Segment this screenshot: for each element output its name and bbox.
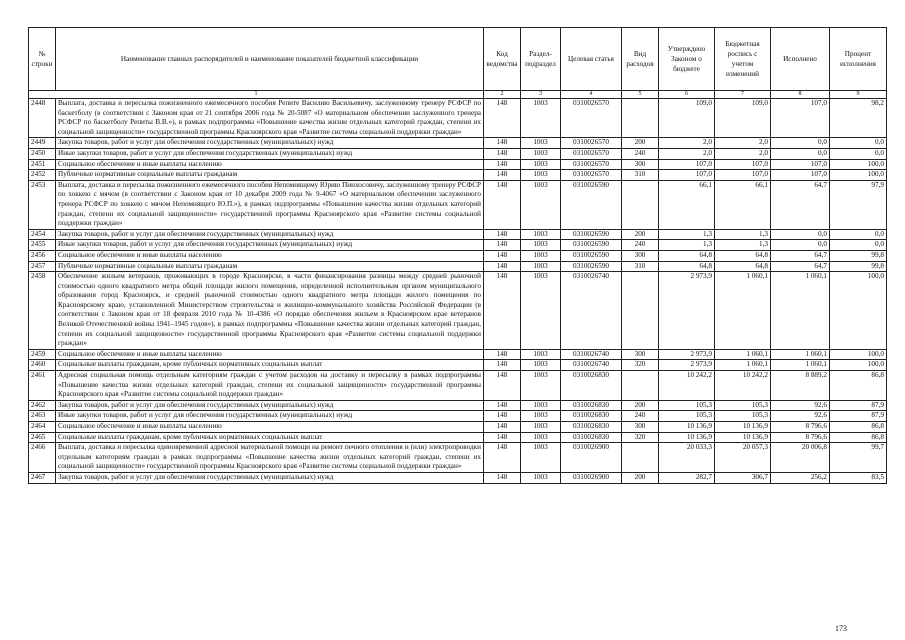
row-number: 2454: [29, 229, 56, 240]
row-number: 2459: [29, 349, 56, 360]
expense-type: 200: [622, 229, 659, 240]
section-code: 1003: [521, 250, 561, 261]
approved-amount: 64,8: [659, 250, 715, 261]
row-name: Закупка товаров, работ и услуг для обеспечения государственных (муниципальных) нужд: [56, 138, 484, 149]
executed-amount: 64,7: [771, 261, 830, 272]
target-article: 0310026830: [561, 371, 622, 401]
executed-amount: 1 060,1: [771, 349, 830, 360]
budget-schedule-amount: 10 136,9: [715, 422, 771, 433]
table-row: [29, 99, 887, 138]
expense-type: [622, 180, 659, 229]
target-article: 0310026830: [561, 400, 622, 411]
row-name: Публичные нормативные социальные выплаты гражданам: [56, 170, 484, 181]
column-number: 6: [659, 91, 715, 99]
column-header: Бюджетная роспись с учетом изменений: [715, 28, 771, 91]
execution-percent: 87,9: [830, 411, 887, 422]
executed-amount: 1 060,1: [771, 360, 830, 371]
section-code: 1003: [521, 400, 561, 411]
approved-amount: 105,3: [659, 411, 715, 422]
target-article: 0310026830: [561, 432, 622, 443]
table-row: [29, 261, 887, 272]
table-row: [29, 400, 887, 411]
section-code: 1003: [521, 159, 561, 170]
execution-percent: 0,0: [830, 148, 887, 159]
column-number: 5: [622, 91, 659, 99]
executed-amount: 8 889,2: [771, 371, 830, 401]
section-code: 1003: [521, 360, 561, 371]
column-number: 7: [715, 91, 771, 99]
budget-schedule-amount: 107,0: [715, 170, 771, 181]
agency-code: 148: [484, 99, 521, 138]
execution-percent: 100,0: [830, 170, 887, 181]
budget-schedule-amount: 1 060,1: [715, 272, 771, 350]
target-article: 0310026590: [561, 250, 622, 261]
table-row: [29, 371, 887, 401]
expense-type: [622, 443, 659, 473]
agency-code: 148: [484, 170, 521, 181]
section-code: 1003: [521, 170, 561, 181]
column-header: Целевая статья: [561, 28, 622, 91]
table-row: [29, 240, 887, 251]
target-article: 0310026830: [561, 411, 622, 422]
agency-code: 148: [484, 472, 521, 483]
executed-amount: 92,6: [771, 400, 830, 411]
column-header: Вид расходов: [622, 28, 659, 91]
approved-amount: 107,0: [659, 170, 715, 181]
expense-type: 200: [622, 400, 659, 411]
row-number: 2464: [29, 422, 56, 433]
target-article: 0310026570: [561, 99, 622, 138]
agency-code: 148: [484, 422, 521, 433]
expense-type: 300: [622, 250, 659, 261]
row-name: Закупка товаров, работ и услуг для обеспечения государственных (муниципальных) нужд: [56, 229, 484, 240]
execution-percent: 0,0: [830, 240, 887, 251]
approved-amount: 282,7: [659, 472, 715, 483]
execution-percent: 100,0: [830, 159, 887, 170]
budget-schedule-amount: 1,3: [715, 229, 771, 240]
executed-amount: 0,0: [771, 240, 830, 251]
agency-code: 148: [484, 148, 521, 159]
row-name: Социальное обеспечение и иные выплаты населению: [56, 422, 484, 433]
expense-type: [622, 272, 659, 350]
budget-schedule-amount: 2,0: [715, 138, 771, 149]
expense-type: 240: [622, 148, 659, 159]
row-name: Социальное обеспечение и иные выплаты населению: [56, 250, 484, 261]
agency-code: 148: [484, 411, 521, 422]
budget-schedule-amount: 109,0: [715, 99, 771, 138]
agency-code: 148: [484, 250, 521, 261]
target-article: 0310026900: [561, 443, 622, 473]
execution-percent: 87,9: [830, 400, 887, 411]
expense-type: [622, 371, 659, 401]
table-row: [29, 443, 887, 473]
row-name: Иные закупки товаров, работ и услуг для обеспечения государственных (муниципальных) нужд: [56, 240, 484, 251]
table-row: [29, 349, 887, 360]
row-name: Закупка товаров, работ и услуг для обеспечения государственных (муниципальных) нужд: [56, 400, 484, 411]
column-header: Процент исполнения: [830, 28, 887, 91]
execution-percent: 100,0: [830, 349, 887, 360]
budget-schedule-amount: 10 136,9: [715, 432, 771, 443]
agency-code: 148: [484, 400, 521, 411]
agency-code: 148: [484, 360, 521, 371]
expense-type: 300: [622, 422, 659, 433]
executed-amount: 0,0: [771, 229, 830, 240]
row-number: 2449: [29, 138, 56, 149]
row-name: Обеспечение жильем ветеранов, проживающих в городе Красноярске, в части финансирования разницы между средней рыночной стоимостью одного квадратного метра общей площади жилого помещения, определенной исполнительным органом муниципального образования город Красноярск, и средней рыночной стоимостью одного квадратного метра площади жилого помещения по Красноярскому краю, установленной Министерством строительства и жилищно-коммунального хозяйства Российской Федерации (в соответствии с Законом края от 18 февраля 2010 года № 10-4386 «О порядке обеспечения жильем в Красноярском крае ветеранов Великой Отечественной войны 1941–1945 годов»), в рамках подпрограммы «Повышение качества жизни отдельных категорий граждан, степени их социальной защищенности» государственной программы Красноярского края «Развитие системы социальной поддержки граждан»: [56, 272, 484, 350]
approved-amount: 2,0: [659, 148, 715, 159]
budget-schedule-amount: 64,8: [715, 261, 771, 272]
table-row: [29, 360, 887, 371]
approved-amount: 107,0: [659, 159, 715, 170]
expense-type: 320: [622, 360, 659, 371]
executed-amount: 256,2: [771, 472, 830, 483]
executed-amount: 20 006,8: [771, 443, 830, 473]
table-row: [29, 411, 887, 422]
section-code: 1003: [521, 240, 561, 251]
execution-percent: 99,7: [830, 443, 887, 473]
approved-amount: 105,3: [659, 400, 715, 411]
table-row: [29, 180, 887, 229]
execution-percent: 99,8: [830, 261, 887, 272]
execution-percent: 98,2: [830, 99, 887, 138]
row-number: 2455: [29, 240, 56, 251]
row-name: Социальные выплаты гражданам, кроме публичных нормативных социальных выплат: [56, 432, 484, 443]
row-name: Социальные выплаты гражданам, кроме публичных нормативных социальных выплат: [56, 360, 484, 371]
column-number: 9: [830, 91, 887, 99]
row-number: 2461: [29, 371, 56, 401]
approved-amount: 20 033,3: [659, 443, 715, 473]
expense-type: 240: [622, 240, 659, 251]
section-code: 1003: [521, 411, 561, 422]
section-code: 1003: [521, 432, 561, 443]
expense-type: 310: [622, 170, 659, 181]
budget-schedule-amount: 107,0: [715, 159, 771, 170]
column-header: Код ведомства: [484, 28, 521, 91]
budget-schedule-amount: 1 060,1: [715, 360, 771, 371]
budget-schedule-amount: 306,7: [715, 472, 771, 483]
table-row: [29, 170, 887, 181]
table-row: [29, 432, 887, 443]
expense-type: 300: [622, 349, 659, 360]
row-number: 2467: [29, 472, 56, 483]
agency-code: 148: [484, 371, 521, 401]
table-row: [29, 229, 887, 240]
budget-schedule-amount: 20 057,3: [715, 443, 771, 473]
approved-amount: 2 973,9: [659, 272, 715, 350]
target-article: 0310026740: [561, 272, 622, 350]
row-name: Иные закупки товаров, работ и услуг для обеспечения государственных (муниципальных) нужд: [56, 411, 484, 422]
agency-code: 148: [484, 432, 521, 443]
section-code: 1003: [521, 261, 561, 272]
budget-schedule-amount: 105,3: [715, 411, 771, 422]
agency-code: 148: [484, 159, 521, 170]
execution-percent: 100,0: [830, 360, 887, 371]
column-number: 4: [561, 91, 622, 99]
section-code: 1003: [521, 472, 561, 483]
target-article: 0310026740: [561, 349, 622, 360]
expense-type: 200: [622, 472, 659, 483]
execution-percent: 99,8: [830, 250, 887, 261]
expense-type: 320: [622, 432, 659, 443]
agency-code: 148: [484, 180, 521, 229]
header-row: [29, 28, 887, 91]
section-code: 1003: [521, 422, 561, 433]
row-number: 2452: [29, 170, 56, 181]
expense-type: 310: [622, 261, 659, 272]
row-number: 2451: [29, 159, 56, 170]
page-number: 173: [835, 624, 847, 633]
section-code: 1003: [521, 443, 561, 473]
column-number: 2: [484, 91, 521, 99]
section-code: 1003: [521, 272, 561, 350]
budget-schedule-amount: 1,3: [715, 240, 771, 251]
approved-amount: 64,8: [659, 261, 715, 272]
budget-table: [28, 27, 887, 484]
budget-schedule-amount: 1 060,1: [715, 349, 771, 360]
section-code: 1003: [521, 99, 561, 138]
target-article: 0310026570: [561, 159, 622, 170]
column-number-row: [29, 91, 887, 99]
executed-amount: 8 796,6: [771, 432, 830, 443]
target-article: 0310026590: [561, 180, 622, 229]
executed-amount: 92,6: [771, 411, 830, 422]
table-row: [29, 138, 887, 149]
row-name: Выплата, доставка и пересылка единовременной адресной материальной помощи на ремонт печного отопления и (или) электропроводки отдельным категориям граждан в рамках подпрограммы «Повышение качества жизни отдельных категорий граждан, степени их социальной защищенности» государственной программы Красноярского края «Развитие системы социальной поддержки граждан»: [56, 443, 484, 473]
row-number: 2463: [29, 411, 56, 422]
column-number: 8: [771, 91, 830, 99]
row-name: Иные закупки товаров, работ и услуг для обеспечения государственных (муниципальных) нужд: [56, 148, 484, 159]
table-body: [29, 99, 887, 484]
executed-amount: 107,0: [771, 170, 830, 181]
executed-amount: 64,7: [771, 180, 830, 229]
expense-type: 240: [622, 411, 659, 422]
column-header: Утверждено Законом о бюджете: [659, 28, 715, 91]
approved-amount: 109,0: [659, 99, 715, 138]
table-row: [29, 159, 887, 170]
agency-code: 148: [484, 272, 521, 350]
executed-amount: 0,0: [771, 148, 830, 159]
execution-percent: 86,8: [830, 432, 887, 443]
expense-type: [622, 99, 659, 138]
execution-percent: 86,8: [830, 371, 887, 401]
row-number: 2450: [29, 148, 56, 159]
approved-amount: 2 973,9: [659, 360, 715, 371]
expense-type: 300: [622, 159, 659, 170]
column-number: 3: [521, 91, 561, 99]
agency-code: 148: [484, 240, 521, 251]
agency-code: 148: [484, 229, 521, 240]
execution-percent: 100,0: [830, 272, 887, 350]
target-article: 0310026590: [561, 261, 622, 272]
approved-amount: 2 973,9: [659, 349, 715, 360]
section-code: 1003: [521, 138, 561, 149]
section-code: 1003: [521, 229, 561, 240]
table-row: [29, 250, 887, 261]
row-number: 2462: [29, 400, 56, 411]
budget-schedule-amount: 10 242,2: [715, 371, 771, 401]
approved-amount: 1,3: [659, 240, 715, 251]
row-number: 2466: [29, 443, 56, 473]
column-number: 1: [29, 91, 484, 99]
row-number: 2460: [29, 360, 56, 371]
row-number: 2457: [29, 261, 56, 272]
row-number: 2458: [29, 272, 56, 350]
row-name: Социальное обеспечение и иные выплаты населению: [56, 159, 484, 170]
execution-percent: 83,5: [830, 472, 887, 483]
table-row: [29, 422, 887, 433]
section-code: 1003: [521, 148, 561, 159]
budget-schedule-amount: 66,1: [715, 180, 771, 229]
row-name: Закупка товаров, работ и услуг для обеспечения государственных (муниципальных) нужд: [56, 472, 484, 483]
row-name: Выплата, доставка и пересылка пожизненного ежемесячного пособия Непомнящему Юрию Пинхосовичу, заслуженному тренеру РСФСР по хоккею с мячом (в соответствии с Законом края от 10 декабря 2009 года № 9-4067 «О материальном обеспечении заслуженного тренера РСФСР по хоккею с мячом Непомнящего Ю.П.»), в рамках подпрограммы «Повышение качества жизни отдельных категорий граждан, степени их социальной защищенности» государственной программы Красноярского края «Развитие системы социальной поддержки граждан»: [56, 180, 484, 229]
column-header: Исполнено: [771, 28, 830, 91]
approved-amount: 10 242,2: [659, 371, 715, 401]
target-article: 0310026900: [561, 472, 622, 483]
table-row: [29, 272, 887, 350]
column-header: № строки: [29, 28, 56, 91]
target-article: 0310026590: [561, 240, 622, 251]
row-name: Социальное обеспечение и иные выплаты населению: [56, 349, 484, 360]
agency-code: 148: [484, 349, 521, 360]
target-article: 0310026570: [561, 148, 622, 159]
executed-amount: 0,0: [771, 138, 830, 149]
table-row: [29, 148, 887, 159]
agency-code: 148: [484, 138, 521, 149]
column-header: Наименование главных распорядителей и наименование показателей бюджетной классификации: [56, 28, 484, 91]
target-article: 0310026740: [561, 360, 622, 371]
execution-percent: 97,9: [830, 180, 887, 229]
approved-amount: 1,3: [659, 229, 715, 240]
budget-schedule-amount: 64,8: [715, 250, 771, 261]
section-code: 1003: [521, 180, 561, 229]
executed-amount: 107,0: [771, 99, 830, 138]
column-header: Раздел-подраздел: [521, 28, 561, 91]
budget-schedule-amount: 105,3: [715, 400, 771, 411]
executed-amount: 1 060,1: [771, 272, 830, 350]
row-number: 2465: [29, 432, 56, 443]
row-name: Публичные нормативные социальные выплаты гражданам: [56, 261, 484, 272]
section-code: 1003: [521, 349, 561, 360]
target-article: 0310026830: [561, 422, 622, 433]
table-row: [29, 472, 887, 483]
row-name: Выплата, доставка и пересылка пожизненного ежемесячного пособия Репите Василию Васильевичу, заслуженному тренеру РСФСР по баскетболу (в соответствии с Законом края от 21 сентября 2006 года № 20-5087 «О материальном обеспечении заслуженного тренера РСФСР по баскетболу Репиты В.В.»), в рамках подпрограммы «Повышение качества жизни отдельных категорий граждан, степени их социальной защищенности» государственной программы Красноярского края «Развитие системы социальной поддержки граждан»: [56, 99, 484, 138]
section-code: 1003: [521, 371, 561, 401]
executed-amount: 107,0: [771, 159, 830, 170]
target-article: 0310026570: [561, 170, 622, 181]
target-article: 0310026570: [561, 138, 622, 149]
budget-schedule-amount: 2,0: [715, 148, 771, 159]
row-number: 2456: [29, 250, 56, 261]
row-name: Адресная социальная помощь отдельным категориям граждан с учетом расходов на доставку и пересылку в рамках подпрограммы «Повышение качества жизни отдельных категорий граждан, степени их социальной защищенности» государственной программы Красноярского края «Развитие системы социальной поддержки граждан»: [56, 371, 484, 401]
execution-percent: 0,0: [830, 138, 887, 149]
row-number: 2453: [29, 180, 56, 229]
execution-percent: 0,0: [830, 229, 887, 240]
executed-amount: 64,7: [771, 250, 830, 261]
executed-amount: 8 796,6: [771, 422, 830, 433]
target-article: 0310026590: [561, 229, 622, 240]
approved-amount: 2,0: [659, 138, 715, 149]
agency-code: 148: [484, 261, 521, 272]
approved-amount: 10 136,9: [659, 432, 715, 443]
agency-code: 148: [484, 443, 521, 473]
approved-amount: 66,1: [659, 180, 715, 229]
approved-amount: 10 136,9: [659, 422, 715, 433]
execution-percent: 86,8: [830, 422, 887, 433]
row-number: 2448: [29, 99, 56, 138]
expense-type: 200: [622, 138, 659, 149]
